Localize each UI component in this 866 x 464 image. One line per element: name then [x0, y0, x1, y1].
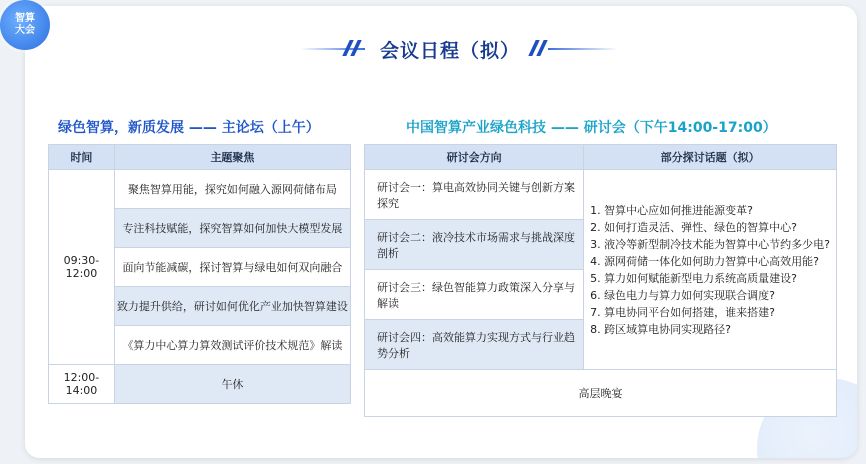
- list-item: 5. 算力如何赋能新型电力系统高质量建设?: [590, 271, 797, 285]
- title-bar: [0, 34, 866, 64]
- column-header-direction: 研讨会方向: [365, 145, 584, 170]
- table-row: 《算力中心算力算效测试评价技术规范》解读: [114, 326, 350, 365]
- lunch-time-cell: 12:00-14:00: [49, 365, 115, 404]
- seminar-direction: 研讨会二：液冷技术市场需求与挑战深度剖析: [365, 220, 584, 270]
- main-forum-table: [48, 144, 351, 404]
- title-deco-line-right: [548, 48, 618, 50]
- list-item: 2. 如何打造灵活、弹性、绿色的智算中心?: [590, 220, 797, 234]
- column-header-time: 时间: [49, 145, 115, 170]
- seminar-title: 中国智算产业绿色科技 —— 研讨会（下午14:00-17:00）: [406, 120, 777, 136]
- seminar-direction: 研讨会一：算电高效协同关键与创新方案探究: [365, 170, 584, 220]
- seminar-table: [364, 144, 837, 417]
- lunch-cell: 午休: [114, 365, 350, 404]
- list-item: 8. 跨区域算电协同实现路径?: [590, 322, 731, 336]
- list-item: 1. 智算中心应如何推进能源变革?: [590, 203, 753, 217]
- table-row: 聚焦智算用能，探究如何融入源网荷储布局: [114, 170, 350, 209]
- dinner-cell: 高层晚宴: [365, 370, 837, 417]
- table-row: 致力提升供给，研讨如何优化产业加快智算建设: [114, 287, 350, 326]
- main-forum-title: 绿色智算，新质发展 —— 主论坛（上午）: [58, 120, 320, 136]
- table-row: 专注科技赋能，探究智算如何加快大模型发展: [114, 209, 350, 248]
- topic-list: [584, 170, 837, 370]
- table-row: 面向节能减碳，探讨智算与绿电如何双向融合: [114, 248, 350, 287]
- logo-line1: 智算: [15, 13, 35, 24]
- seminar-direction: 研讨会四：高效能算力实现方式与行业趋势分析: [365, 320, 584, 370]
- morning-time-cell: 09:30-12:00: [49, 170, 115, 365]
- logo-line2: 大会: [15, 25, 35, 36]
- list-item: 7. 算电协同平台如何搭建，谁来搭建?: [590, 305, 775, 319]
- list-item: 4. 源网荷储一体化如何助力智算中心高效用能?: [590, 254, 819, 268]
- column-header-topics: 部分探讨话题（拟）: [584, 145, 837, 170]
- seminar-direction: 研讨会三：绿色智能算力政策深入分享与解读: [365, 270, 584, 320]
- list-item: 3. 液冷等新型制冷技术能为智算中心节约多少电?: [590, 237, 830, 251]
- list-item: 6. 绿色电力与算力如何实现联合调度?: [590, 288, 775, 302]
- column-header-topic: 主题聚焦: [114, 145, 350, 170]
- page-title: 会议日程（拟）: [380, 40, 521, 62]
